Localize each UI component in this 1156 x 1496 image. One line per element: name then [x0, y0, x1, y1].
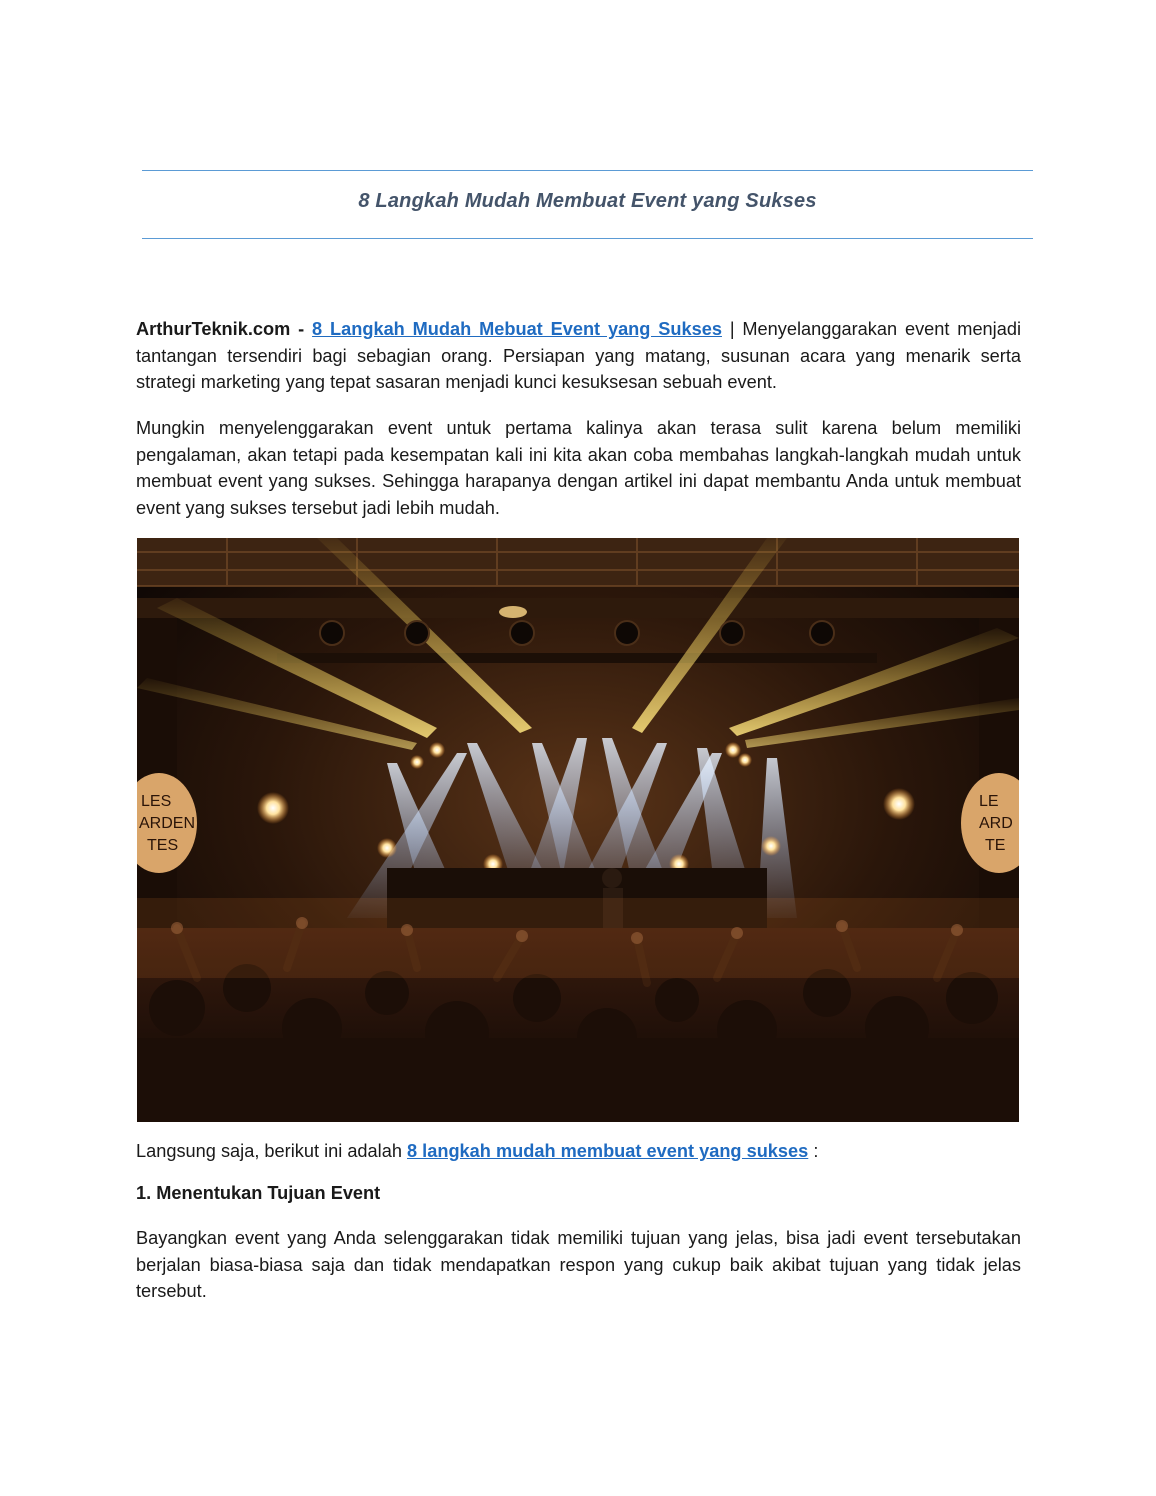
intro-article-link[interactable]: 8 Langkah Mudah Mebuat Event yang Sukses [312, 319, 722, 339]
svg-text:TE: TE [985, 837, 1006, 854]
sign-right-text: LE [979, 793, 999, 810]
section-body-1: Bayangkan event yang Anda selenggarakan tidak memiliki tujuan yang jelas, bisa jadi event tersebutakan berjalan biasa-biasa saja dan tidak mendapatkan respon yang cukup baik akibat tujuan yang tidak jelas tersebut. [136, 1228, 1021, 1301]
list-intro-text: Langsung saja, berikut ini adalah [136, 1141, 402, 1161]
brand-name: ArthurTeknik.com - [136, 319, 305, 339]
second-paragraph: Mungkin menyelenggarakan event untuk pertama kalinya akan terasa sulit karena belum memiliki pengalaman, akan tetapi pada kesempatan kali ini kita akan coba membahas langkah-langkah mudah untuk membuat event yang sukses. Sehingga harapanya dengan artikel ini dapat membantu Anda untuk membuat event yang sukses tersebut jadi lebih mudah. [136, 418, 1021, 518]
list-intro [136, 1138, 1021, 1165]
intro-separator: | [729, 319, 735, 339]
list-intro-link[interactable]: 8 langkah mudah membuat event yang sukses [407, 1141, 809, 1161]
sign-left-text: LES [141, 793, 172, 810]
svg-text:ARD: ARD [979, 815, 1013, 832]
title-rule-bottom [142, 238, 1033, 239]
svg-text:ARDEN: ARDEN [139, 815, 196, 832]
concert-stage-photo [137, 538, 1019, 1122]
document-title: 8 Langkah Mudah Membuat Event yang Sukses [358, 190, 817, 212]
intro-paragraph [136, 316, 1021, 396]
list-intro-colon: : [813, 1141, 819, 1161]
title-rule-top [142, 170, 1033, 171]
svg-text:TES: TES [147, 837, 179, 854]
intro-body: Menyelanggarakan event menjadi tantangan tersendiri bagi sebagian orang. Persiapan yang matang, susunan acara yang menarik serta strategi marketing yang tepat sasaran menjadi kunci kesuksesan sebuah event. [136, 319, 1021, 392]
section-heading-1: 1. Menentukan Tujuan Event [136, 1183, 381, 1203]
